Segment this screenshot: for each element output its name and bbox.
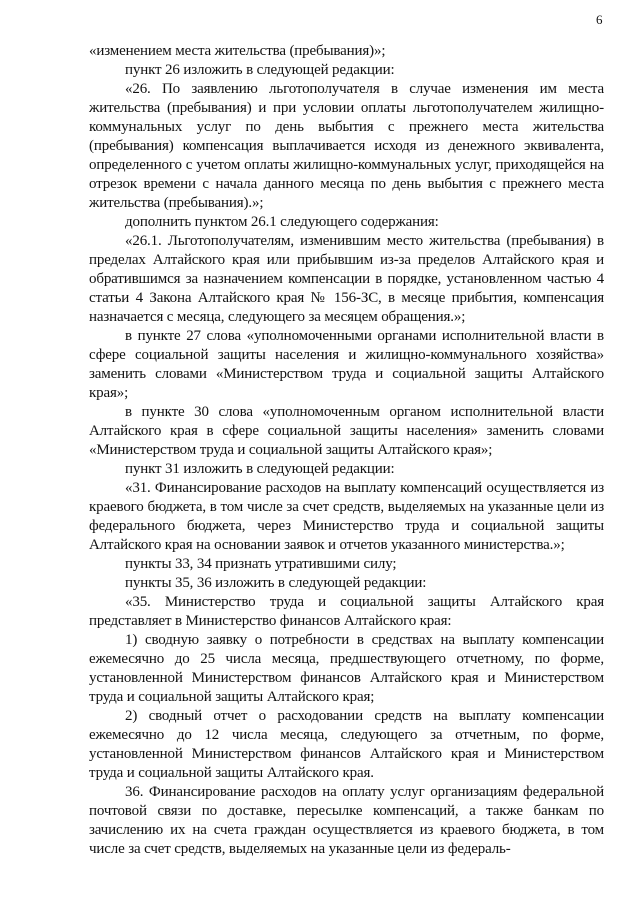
paragraph: «35. Министерство труда и социальной защиты Алтайского края представляет в Министерство финансов Алтайского края: bbox=[89, 594, 604, 629]
paragraph: 1) сводную заявку о потребности в средствах на выплату компенсации ежемесячно до 25 числа месяца, предшествующего отчетному, по форме, установленной Министерством финансов Алтайского края и Министерством труда и социальной защиты Алтайского края; bbox=[89, 632, 604, 705]
paragraph: в пункте 30 слова «уполномоченным органом исполнительной власти Алтайского края в сфере социальной защиты населения» заменить словами «Министерством труда и социальной защиты Алтайского края»; bbox=[89, 404, 604, 458]
paragraph: «26. По заявлению льготополучателя в случае изменения им места жительства (пребывания) и при условии оплаты льготополучателем жилищно-коммунальных услуг по день выбытия с прежнего места жительства (пребывания) компенсация выплачивается исходя из денежного эквивалента, определенного с учетом оплаты жилищно-коммунальных услуг, приходящейся на отрезок времени с начала данного месяца по день выбытия с прежнего места жительства (пребывания).»; bbox=[89, 81, 604, 211]
paragraph: пункт 31 изложить в следующей редакции: bbox=[125, 461, 395, 477]
paragraph: дополнить пунктом 26.1 следующего содержания: bbox=[125, 214, 439, 230]
paragraph: пункты 33, 34 признать утратившими силу; bbox=[125, 556, 397, 572]
paragraph: в пункте 27 слова «уполномоченными органами исполнительной власти в сфере социальной защиты населения и жилищно-коммунального хозяйства» заменить словами «Министерством труда и социальной защиты Алтайского края»; bbox=[89, 328, 604, 401]
paragraph: 36. Финансирование расходов на оплату услуг организациям федеральной почтовой связи по доставке, пересылке компенсаций, а также банкам по зачислению их на счета граждан осуществляется из краевого бюджета, в том числе за счет средств, выделяемых на указанные цели из федераль- bbox=[89, 784, 604, 857]
paragraph: пункты 35, 36 изложить в следующей редакции: bbox=[125, 575, 427, 591]
paragraph: «26.1. Льготополучателям, изменившим место жительства (пребывания) в пределах Алтайского края или прибывшим из-за пределов Алтайского края и обратившимся за назначением компенсации в порядке, установленном частью 4 статьи 4 Закона Алтайского края № 156-ЗС, в месяце прибытия, компенсация назначается с месяца, следующего за месяцем обращения.»; bbox=[89, 233, 604, 325]
paragraph: пункт 26 изложить в следующей редакции: bbox=[125, 62, 395, 78]
paragraph: «изменением места жительства (пребывания)»; bbox=[89, 43, 386, 59]
paragraph: 2) сводный отчет о расходовании средств на выплату компенсации ежемесячно до 12 числа месяца, следующего за отчетным, по форме, установленной Министерством финансов Алтайского края и Министерством труда и социальной защиты Алтайского края. bbox=[89, 708, 604, 781]
document-body bbox=[89, 42, 604, 859]
page-number: 6 bbox=[596, 12, 603, 27]
paragraph: «31. Финансирование расходов на выплату компенсаций осуществляется из краевого бюджета, в том числе за счет средств, выделяемых на указанные цели из федерального бюджета, через Министерство труда и социальной защиты Алтайского края на основании заявок и отчетов указанного министерства.»; bbox=[89, 480, 604, 553]
